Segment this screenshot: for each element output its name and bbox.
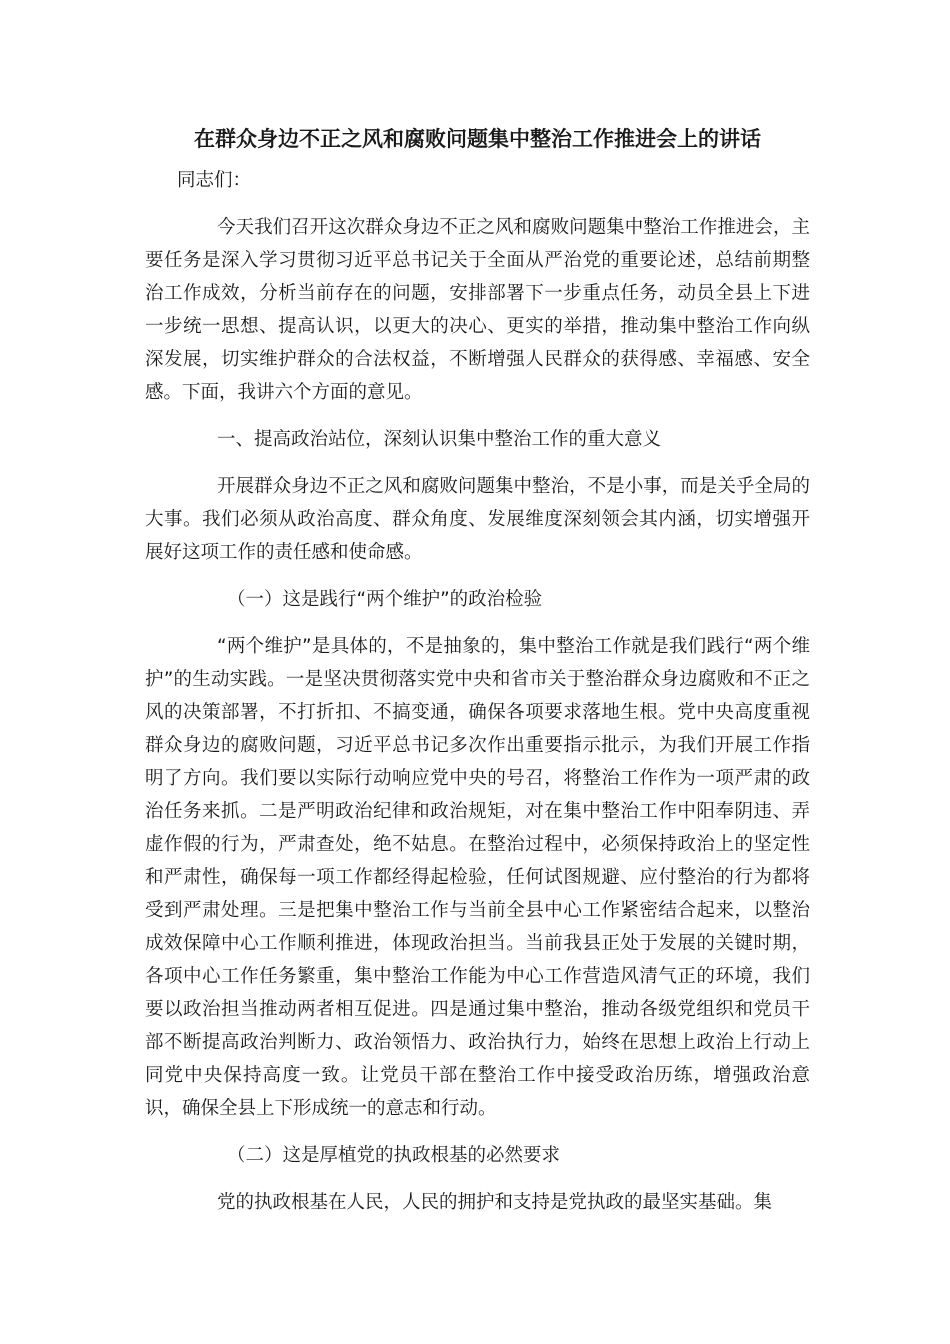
- section-heading-1: 一、提高政治站位，深刻认识集中整治工作的重大意义: [217, 429, 662, 450]
- subsection-heading-2: （二）这是厚植党的执政根基的必然要求: [227, 1145, 561, 1166]
- document-title: 在群众身边不正之风和腐败问题集中整治工作推进会上的讲话: [194, 127, 761, 151]
- subsection-1-paragraph: “两个维护”是具体的，不是抽象的，集中整治工作就是我们践行“两个维护”的生动实践。一是坚决贯彻落实党中央和省市关于整治群众身边腐败和不正之风的决策部署，不打折扣、不搞变通，确保各项要求落地生根。党中央高度重视群众身边的腐败问题，习近平总书记多次作出重要指示批示，为我们开展工作指明了方向。我们要以实际行动响应党中央的号召，将整治工作作为一项严肃的政治任务来抓。二是严明政治纪律和政治规矩，对在集中整治工作中阳奉阴违、弄虚作假的行为，严肃查处，绝不姑息。在整治过程中，必须保持政治上的坚定性和严肃性，确保每一项工作都经得起检验，任何试图规避、应付整治的行为都将受到严肃处理。三是把集中整治工作与当前全县中心工作紧密结合起来，以整治成效保障中心工作顺利推进，体现政治担当。当前我县正处于发展的关键时期，各项中心工作任务繁重，集中整治工作能为中心工作营造风清气正的环境，我们要以政治担当推动两者相互促进。四是通过集中整治，推动各级党组织和党员干部不断提高政治判断力、政治领悟力、政治执行力，始终在思想上政治上行动上同党中央保持高度一致。让党员干部在整治工作中接受政治历练，增强政治意识，确保全县上下形成统一的意志和行动。: [145, 636, 810, 1119]
- subsection-heading-1: （一）这是践行“两个维护”的政治检验: [227, 589, 543, 610]
- greeting: 同志们：: [177, 170, 252, 191]
- subsection-2-paragraph: 党的执政根基在人民，人民的拥护和支持是党执政的最坚实基础。集: [217, 1192, 773, 1213]
- section-1-paragraph: 开展群众身边不正之风和腐败问题集中整治，不是小事，而是关乎全局的大事。我们必须从政治高度、群众角度、发展维度深刻领会其内涵，切实增强开展好这项工作的责任感和使命感。: [145, 476, 810, 563]
- intro-paragraph: 今天我们召开这次群众身边不正之风和腐败问题集中整治工作推进会，主要任务是深入学习贯彻习近平总书记关于全面从严治党的重要论述，总结前期整治工作成效，分析当前存在的问题，安排部署下一步重点任务，动员全县上下进一步统一思想、提高认识，以更大的决心、更实的举措，推动集中整治工作向纵深发展，切实维护群众的合法权益，不断增强人民群众的获得感、幸福感、安全感。下面，我讲六个方面的意见。: [145, 217, 810, 403]
